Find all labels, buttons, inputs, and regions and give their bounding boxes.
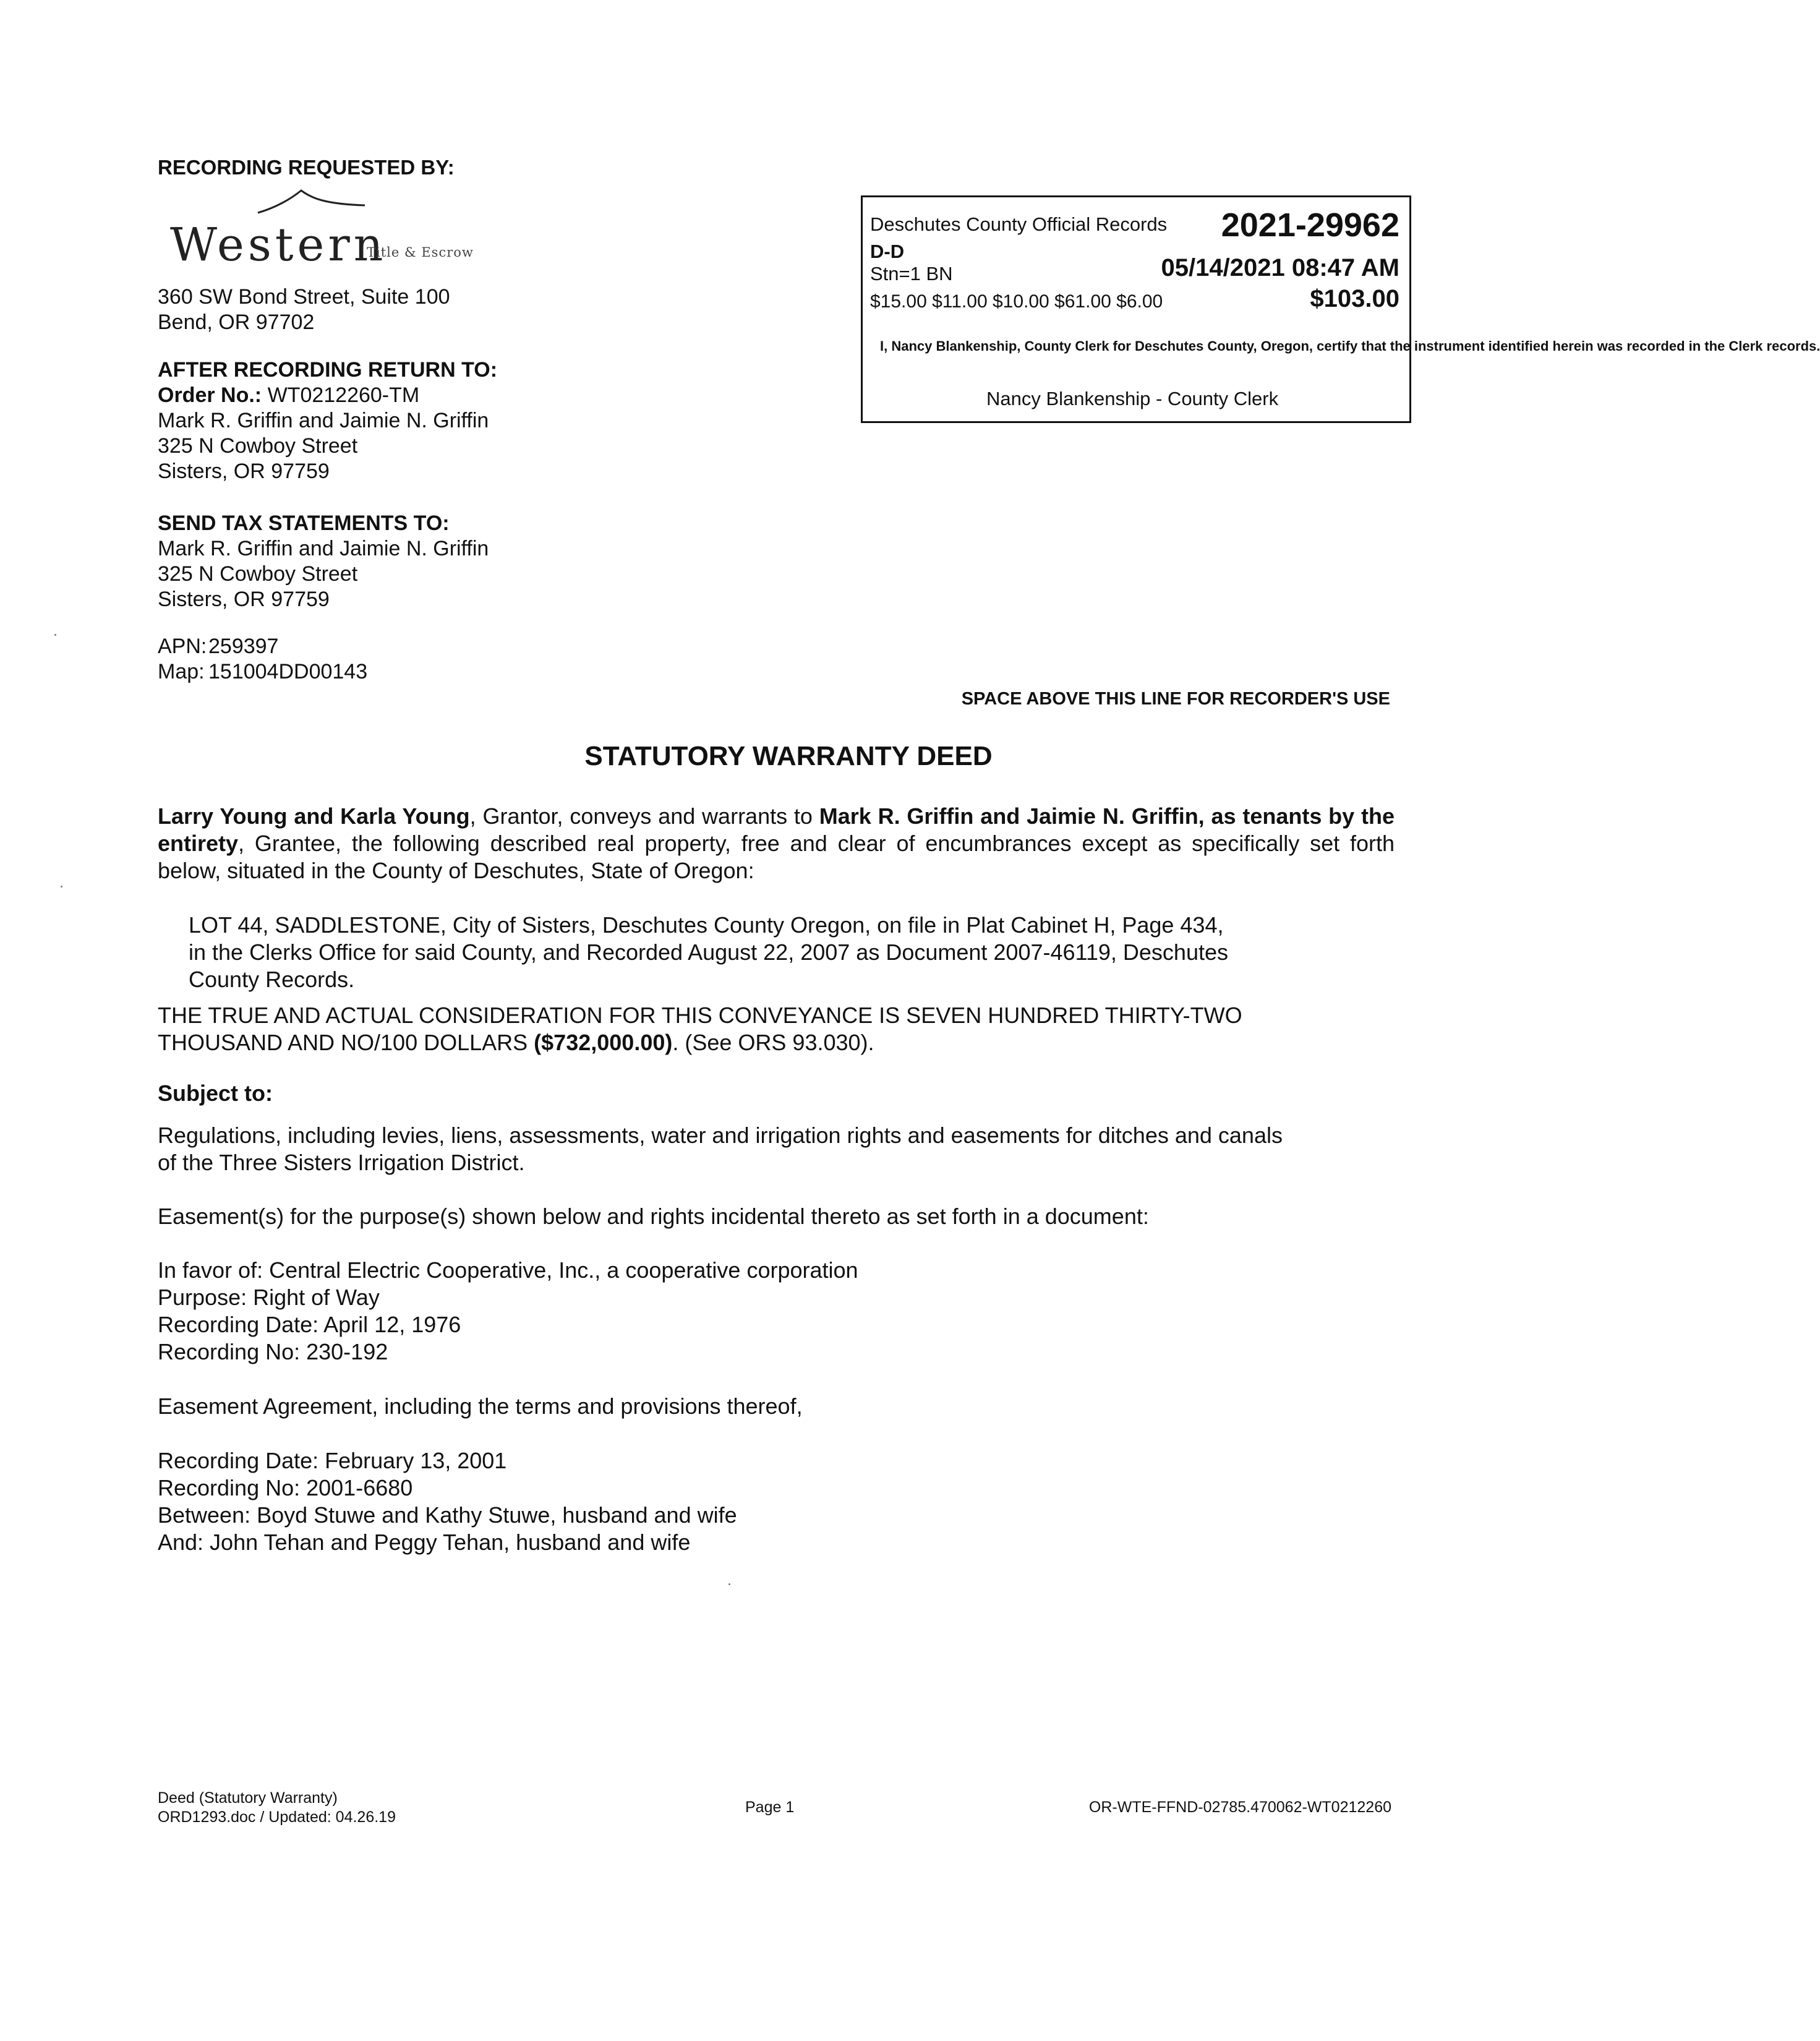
after-recording-label: AFTER RECORDING RETURN TO: [158,358,498,382]
consideration-text: THOUSAND AND NO/100 DOLLARS [158,1030,534,1055]
regulations-paragraph [158,1122,1395,1176]
easement-line: Recording No: 2001-6680 [158,1475,413,1500]
conveyance-paragraph [158,803,1395,884]
regulations-line: of the Three Sisters Irrigation District. [158,1150,525,1175]
address-line: Bend, OR 97702 [158,310,315,334]
stamp-total: $103.00 [1310,285,1399,312]
apn-value: 259397 [208,635,279,658]
footer-file-id: OR-WTE-FFND-02785.470062-WT0212260 [1088,1799,1391,1816]
scan-speck [728,1583,730,1585]
send-tax-block [158,511,489,612]
conveyance-text-2: , Grantee, the following described real property, free and clear of encumbrances except as specifically set forth below, situated in the County of Deschutes, State of Oregon: [158,831,1395,883]
map-row [158,659,367,685]
return-line: Sisters, OR 97759 [158,460,330,483]
map-value: 151004DD00143 [208,660,368,683]
order-value: WT0212260-TM [267,383,420,407]
easement-agreement: Easement Agreement, including the terms and provisions thereof, [158,1393,803,1419]
subject-to-heading: Subject to: [158,1080,273,1106]
stamp-fees: $15.00 $11.00 $10.00 $61.00 $6.00 [870,291,1163,312]
legal-description [189,912,1364,993]
recorder-space-note: SPACE ABOVE THIS LINE FOR RECORDER'S USE [961,689,1390,709]
document-title: STATUTORY WARRANTY DEED [584,741,993,771]
map-label: Map: [158,660,205,683]
return-line: 325 N Cowboy Street [158,434,358,458]
footer-line: Deed (Statutory Warranty) [158,1789,338,1807]
company-logo [170,186,516,272]
easement-line: Purpose: Right of Way [158,1285,380,1310]
stamp-station: Stn=1 BN [870,263,953,285]
legal-line: in the Clerks Office for said County, and Recorded August 22, 2007 as Document 2007-46119, Deschutes [189,939,1228,965]
easement-line: Between: Boyd Stuwe and Kathy Stuwe, husband and wife [158,1502,737,1528]
scan-speck [54,634,56,636]
consideration-amount: ($732,000.00) [534,1030,673,1055]
grantor-name: Larry Young and Karla Young [158,803,470,829]
apn-label: APN: [158,635,207,658]
footer-form-id [158,1789,396,1827]
scan-speck [61,886,62,888]
legal-line: County Records. [189,967,355,992]
logo-wordmark: Western [170,218,387,272]
order-number [158,383,497,408]
logo-subtitle: Title & Escrow [367,245,474,260]
consideration-statement [158,1002,1395,1056]
consideration-line: THE TRUE AND ACTUAL CONSIDERATION FOR THIS CONVEYANCE IS SEVEN HUNDRED THIRTY-TWO [158,1003,1242,1028]
return-line: Mark R. Griffin and Jaimie N. Griffin [158,409,489,432]
apn-row [158,634,367,659]
tax-line: Mark R. Griffin and Jaimie N. Griffin [158,537,489,560]
stamp-datetime: 05/14/2021 08:47 AM [1161,254,1399,281]
address-line: 360 SW Bond Street, Suite 100 [158,285,450,309]
regulations-line: Regulations, including levies, liens, assessments, water and irrigation rights and easements for ditches and canals [158,1123,1283,1148]
grantee-name: Mark R. Griffin and Jaimie N. Griffin, as tenants by the entirety [158,803,1395,856]
consideration-line-2 [158,1029,1395,1056]
recording-requested-by-label: RECORDING REQUESTED BY: [158,156,455,179]
easement-line: In favor of: Central Electric Cooperative, Inc., a cooperative corporation [158,1257,858,1283]
easement-line: Recording No: 230-192 [158,1339,388,1364]
company-address [158,285,450,335]
easement-line: Recording Date: April 12, 1976 [158,1312,461,1337]
easement-2 [158,1447,1395,1556]
legal-line: LOT 44, SADDLESTONE, City of Sisters, Deschutes County Oregon, on file in Plat Cabinet H, Page 434, [189,912,1224,938]
easement-1 [158,1257,1395,1366]
tax-line: Sisters, OR 97759 [158,588,330,611]
consideration-ref: . (See ORS 93.030). [672,1030,874,1055]
stamp-clerk: Nancy Blankenship - County Clerk [986,388,1279,409]
recorder-stamp [861,195,1820,423]
send-tax-label: SEND TAX STATEMENTS TO: [158,511,450,535]
page-number: Page 1 [745,1799,795,1816]
easement-line: Recording Date: February 13, 2001 [158,1448,507,1473]
tax-line: 325 N Cowboy Street [158,562,358,586]
mountain-peak-logo-icon [257,186,368,216]
easement-intro: Easement(s) for the purpose(s) shown below and rights incidental thereto as set forth in a document: [158,1204,1149,1229]
easement-line: And: John Tehan and Peggy Tehan, husband and wife [158,1530,691,1555]
conveyance-text: , Grantor, conveys and warrants to [469,803,819,829]
parcel-identifiers [158,634,367,685]
stamp-certification: I, Nancy Blankenship, County Clerk for Deschutes County, Oregon, certify that the instrument identified herein was recorded in the Clerk records. [880,338,1820,354]
footer-line: ORD1293.doc / Updated: 04.26.19 [158,1808,396,1826]
stamp-office: Deschutes County Official Records [870,213,1168,235]
after-recording-block [158,357,497,484]
order-label: Order No.: [158,383,262,407]
stamp-document-number: 2021-29962 [1221,207,1399,244]
stamp-document-type: D-D [870,241,905,262]
